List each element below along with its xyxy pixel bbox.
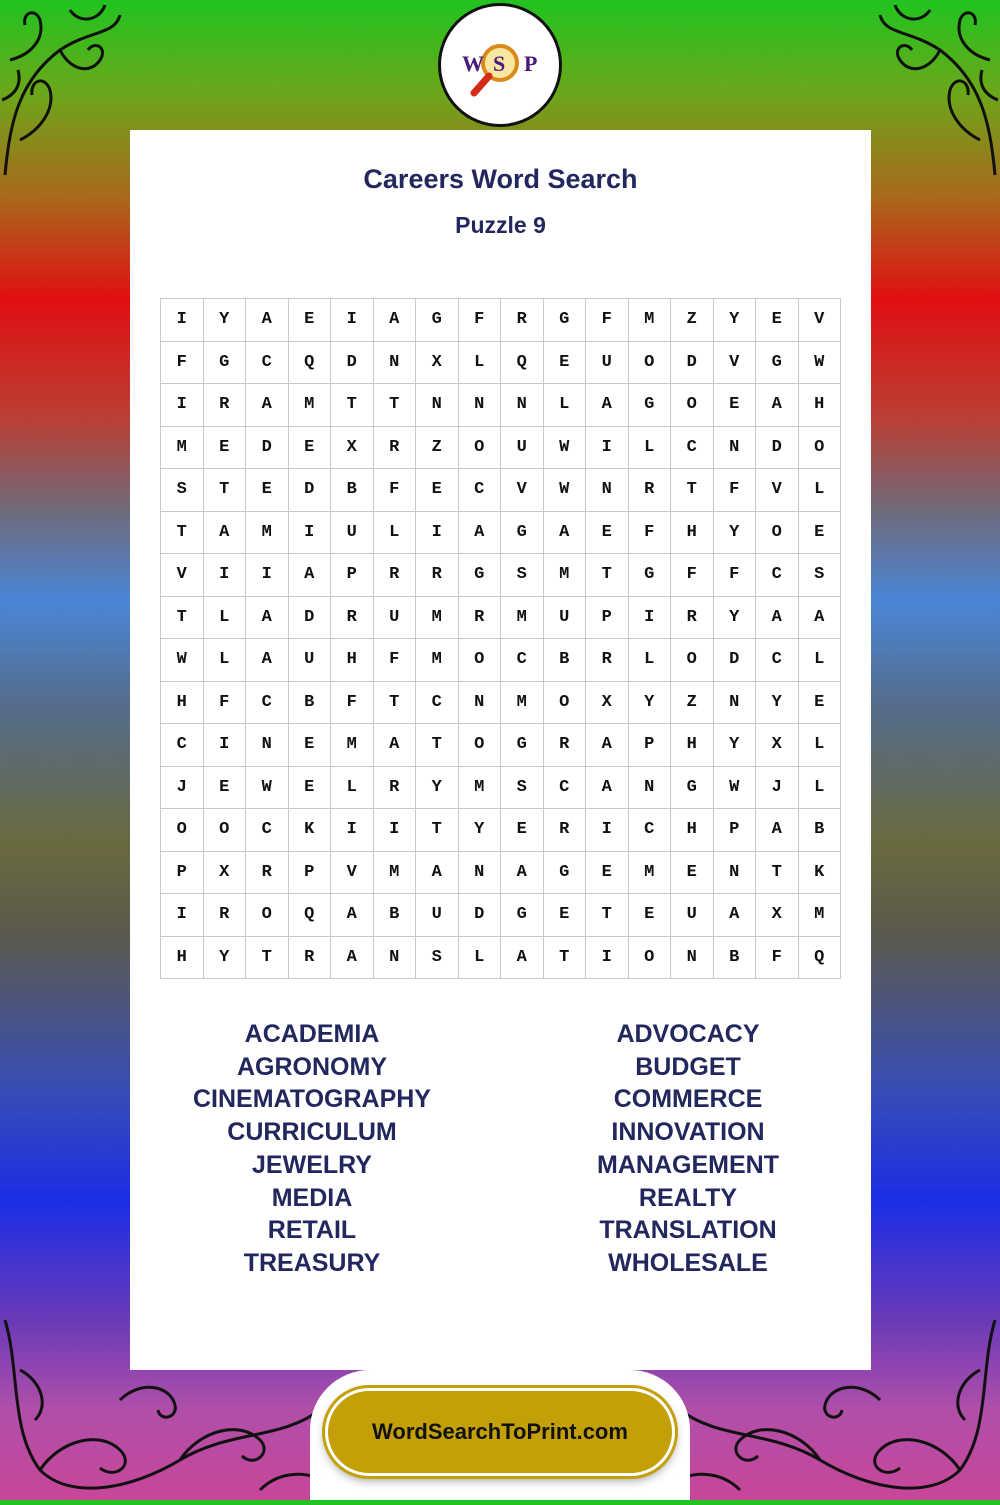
grid-cell: S (501, 767, 544, 810)
grid-cell: O (459, 427, 502, 470)
grid-cell: E (289, 427, 332, 470)
grid-cell: Y (756, 682, 799, 725)
corner-ornament-top-right (870, 0, 1000, 180)
grid-cell: E (714, 384, 757, 427)
grid-cell: Y (714, 299, 757, 342)
grid-cell: M (289, 384, 332, 427)
grid-cell: C (501, 639, 544, 682)
grid-cell: P (714, 809, 757, 852)
grid-cell: T (374, 682, 417, 725)
grid-cell: R (416, 554, 459, 597)
grid-cell: H (671, 512, 714, 555)
grid-cell: A (204, 512, 247, 555)
grid-cell: L (799, 469, 842, 512)
grid-cell: A (756, 597, 799, 640)
grid-cell: G (501, 894, 544, 937)
grid-cell: Y (714, 597, 757, 640)
word-item: COMMERCE (613, 1085, 763, 1114)
grid-cell: B (374, 894, 417, 937)
grid-cell: F (374, 469, 417, 512)
grid-cell: F (586, 299, 629, 342)
grid-cell: A (501, 852, 544, 895)
grid-cell: O (629, 937, 672, 980)
word-item: TRANSLATION (599, 1216, 777, 1245)
grid-cell: Q (289, 894, 332, 937)
grid-cell: E (671, 852, 714, 895)
grid-cell: T (331, 384, 374, 427)
grid-cell: E (501, 809, 544, 852)
logo-letter-p: P (524, 51, 538, 76)
grid-cell: P (586, 597, 629, 640)
grid-cell: U (331, 512, 374, 555)
grid-cell: G (204, 342, 247, 385)
grid-cell: O (671, 384, 714, 427)
grid-cell: T (416, 724, 459, 767)
grid-cell: Y (629, 682, 672, 725)
grid-cell: F (459, 299, 502, 342)
grid-cell: P (331, 554, 374, 597)
grid-cell: O (756, 512, 799, 555)
grid-cell: I (629, 597, 672, 640)
grid-cell: E (629, 894, 672, 937)
grid-cell: W (246, 767, 289, 810)
grid-cell: X (331, 427, 374, 470)
grid-cell: E (416, 469, 459, 512)
word-item: ACADEMIA (244, 1020, 380, 1048)
grid-cell: J (756, 767, 799, 810)
grid-cell: L (459, 937, 502, 980)
grid-cell: E (586, 852, 629, 895)
grid-cell: M (416, 639, 459, 682)
word-item: MEDIA (271, 1183, 353, 1212)
grid-cell: O (204, 809, 247, 852)
grid-cell: Z (671, 299, 714, 342)
grid-cell: G (501, 512, 544, 555)
grid-cell: E (799, 512, 842, 555)
grid-cell: T (246, 937, 289, 980)
grid-cell: A (416, 852, 459, 895)
grid-cell: L (629, 639, 672, 682)
grid-cell: Q (289, 342, 332, 385)
grid-cell: N (629, 767, 672, 810)
grid-cell: H (161, 937, 204, 980)
grid-cell: F (204, 682, 247, 725)
grid-cell: U (416, 894, 459, 937)
word-item: WHOLESALE (608, 1248, 768, 1277)
grid-cell: O (459, 639, 502, 682)
grid-cell: Q (799, 937, 842, 980)
grid-cell: Y (204, 299, 247, 342)
grid-cell: U (501, 427, 544, 470)
grid-cell: O (544, 682, 587, 725)
grid-cell: T (161, 512, 204, 555)
grid-cell: E (204, 427, 247, 470)
grid-cell: U (671, 894, 714, 937)
grid-cell: A (246, 597, 289, 640)
magnifier-icon (448, 13, 552, 117)
grid-cell: L (374, 512, 417, 555)
grid-cell: E (289, 767, 332, 810)
grid-cell: R (586, 639, 629, 682)
grid-cell: E (289, 299, 332, 342)
grid-cell: N (671, 937, 714, 980)
grid-cell: A (246, 299, 289, 342)
grid-cell: Y (459, 809, 502, 852)
page-title: Careers Word Search (363, 164, 638, 194)
word-item: ADVOCACY (616, 1020, 760, 1048)
grid-cell: U (374, 597, 417, 640)
grid-cell: L (204, 597, 247, 640)
grid-cell: M (416, 597, 459, 640)
grid-cell: S (799, 554, 842, 597)
grid-cell: F (161, 342, 204, 385)
grid-cell: K (289, 809, 332, 852)
grid-cell: U (544, 597, 587, 640)
grid-cell: K (799, 852, 842, 895)
grid-cell: I (374, 809, 417, 852)
grid-cell: W (544, 469, 587, 512)
grid-cell: X (756, 894, 799, 937)
grid-cell: C (756, 554, 799, 597)
grid-cell: X (586, 682, 629, 725)
letter-grid (160, 298, 841, 979)
grid-cell: I (161, 299, 204, 342)
grid-cell: A (544, 512, 587, 555)
grid-cell: N (416, 384, 459, 427)
grid-cell: E (204, 767, 247, 810)
grid-cell: A (246, 639, 289, 682)
grid-cell: O (799, 427, 842, 470)
grid-cell: L (629, 427, 672, 470)
grid-cell: F (374, 639, 417, 682)
logo-letter-w: W (462, 51, 484, 76)
grid-cell: M (459, 767, 502, 810)
grid-cell: U (586, 342, 629, 385)
grid-cell: U (289, 639, 332, 682)
grid-cell: T (416, 809, 459, 852)
grid-cell: O (629, 342, 672, 385)
grid-cell: W (161, 639, 204, 682)
grid-cell: R (501, 299, 544, 342)
grid-cell: Z (416, 427, 459, 470)
word-item: BUDGET (635, 1052, 741, 1081)
grid-cell: S (416, 937, 459, 980)
grid-cell: C (629, 809, 672, 852)
grid-cell: P (289, 852, 332, 895)
grid-cell: E (799, 682, 842, 725)
grid-cell: C (246, 342, 289, 385)
grid-cell: R (671, 597, 714, 640)
grid-cell: T (204, 469, 247, 512)
grid-cell: M (799, 894, 842, 937)
grid-cell: A (501, 937, 544, 980)
grid-cell: S (501, 554, 544, 597)
grid-cell: T (374, 384, 417, 427)
grid-cell: X (204, 852, 247, 895)
word-list-right (518, 1018, 858, 1280)
grid-cell: A (586, 384, 629, 427)
word-item: JEWELRY (252, 1150, 372, 1179)
grid-cell: O (161, 809, 204, 852)
grid-cell: W (544, 427, 587, 470)
grid-cell: G (544, 852, 587, 895)
grid-cell: N (714, 682, 757, 725)
grid-cell: H (161, 682, 204, 725)
grid-cell: I (586, 809, 629, 852)
grid-cell: R (459, 597, 502, 640)
grid-cell: Q (501, 342, 544, 385)
grid-cell: T (756, 852, 799, 895)
grid-cell: C (416, 682, 459, 725)
grid-cell: A (331, 937, 374, 980)
grid-cell: A (714, 894, 757, 937)
grid-cell: F (629, 512, 672, 555)
word-item: CURRICULUM (227, 1118, 397, 1147)
grid-cell: D (289, 597, 332, 640)
grid-cell: B (714, 937, 757, 980)
grid-cell: Y (714, 512, 757, 555)
grid-cell: M (629, 299, 672, 342)
word-item: MANAGEMENT (597, 1150, 779, 1179)
grid-cell: M (246, 512, 289, 555)
grid-cell: I (204, 554, 247, 597)
grid-cell: I (161, 384, 204, 427)
grid-cell: R (374, 427, 417, 470)
grid-cell: C (671, 427, 714, 470)
grid-cell: E (544, 894, 587, 937)
grid-cell: R (289, 937, 332, 980)
word-item: RETAIL (267, 1216, 357, 1245)
grid-cell: L (799, 724, 842, 767)
grid-cell: L (204, 639, 247, 682)
grid-cell: L (544, 384, 587, 427)
grid-cell: C (756, 639, 799, 682)
grid-cell: L (799, 767, 842, 810)
grid-cell: E (756, 299, 799, 342)
grid-cell: X (416, 342, 459, 385)
grid-cell: I (416, 512, 459, 555)
grid-cell: Y (416, 767, 459, 810)
corner-ornament-top-left (0, 0, 130, 180)
grid-cell: I (331, 809, 374, 852)
grid-cell: D (246, 427, 289, 470)
grid-cell: M (501, 682, 544, 725)
grid-cell: I (331, 299, 374, 342)
grid-cell: N (459, 384, 502, 427)
grid-cell: H (671, 724, 714, 767)
grid-cell: N (374, 342, 417, 385)
grid-cell: R (544, 724, 587, 767)
puzzle-sheet (130, 130, 871, 1370)
grid-cell: O (671, 639, 714, 682)
grid-cell: H (671, 809, 714, 852)
grid-cell: F (671, 554, 714, 597)
grid-cell: A (459, 512, 502, 555)
grid-cell: A (331, 894, 374, 937)
grid-cell: A (586, 724, 629, 767)
grid-cell: V (161, 554, 204, 597)
wsp-logo (438, 3, 562, 127)
logo-letter-s: S (493, 51, 506, 76)
grid-cell: D (756, 427, 799, 470)
grid-cell: M (161, 427, 204, 470)
grid-cell: H (799, 384, 842, 427)
grid-cell: C (459, 469, 502, 512)
grid-cell: R (374, 554, 417, 597)
grid-cell: G (629, 384, 672, 427)
grid-cell: N (501, 384, 544, 427)
grid-cell: X (756, 724, 799, 767)
grid-cell: O (459, 724, 502, 767)
grid-cell: W (799, 342, 842, 385)
grid-cell: A (289, 554, 332, 597)
grid-cell: C (161, 724, 204, 767)
grid-cell: V (756, 469, 799, 512)
puzzle-subtitle: Puzzle 9 (455, 212, 546, 238)
grid-cell: A (756, 384, 799, 427)
grid-cell: L (331, 767, 374, 810)
grid-cell: R (544, 809, 587, 852)
word-item: REALTY (638, 1183, 738, 1212)
grid-cell: G (544, 299, 587, 342)
grid-cell: M (501, 597, 544, 640)
grid-cell: H (331, 639, 374, 682)
grid-cell: M (544, 554, 587, 597)
grid-cell: C (246, 809, 289, 852)
grid-cell: A (799, 597, 842, 640)
grid-cell: I (289, 512, 332, 555)
grid-cell: E (586, 512, 629, 555)
grid-cell: C (544, 767, 587, 810)
grid-cell: J (161, 767, 204, 810)
grid-cell: G (501, 724, 544, 767)
grid-cell: D (289, 469, 332, 512)
grid-cell: P (161, 852, 204, 895)
grid-cell: A (374, 724, 417, 767)
grid-cell: A (374, 299, 417, 342)
grid-cell: D (331, 342, 374, 385)
grid-cell: T (586, 554, 629, 597)
grid-cell: R (331, 597, 374, 640)
grid-cell: M (331, 724, 374, 767)
word-item: AGRONOMY (237, 1052, 387, 1081)
grid-cell: R (374, 767, 417, 810)
grid-cell: N (374, 937, 417, 980)
grid-cell: N (459, 682, 502, 725)
grid-cell: C (246, 682, 289, 725)
grid-cell: B (331, 469, 374, 512)
word-item: CINEMATOGRAPHY (193, 1085, 431, 1114)
grid-cell: D (714, 639, 757, 682)
grid-cell: V (331, 852, 374, 895)
word-list-left (142, 1018, 482, 1280)
grid-cell: G (416, 299, 459, 342)
grid-cell: E (544, 342, 587, 385)
grid-cell: A (246, 384, 289, 427)
grid-cell: R (204, 894, 247, 937)
grid-cell: B (799, 809, 842, 852)
grid-cell: D (671, 342, 714, 385)
grid-cell: R (204, 384, 247, 427)
grid-cell: W (714, 767, 757, 810)
grid-cell: F (756, 937, 799, 980)
word-item: INNOVATION (611, 1118, 765, 1147)
grid-cell: Z (671, 682, 714, 725)
grid-cell: F (714, 469, 757, 512)
word-item: TREASURY (243, 1248, 381, 1277)
grid-cell: I (204, 724, 247, 767)
grid-cell: S (161, 469, 204, 512)
grid-cell: E (289, 724, 332, 767)
website-button[interactable] (325, 1388, 675, 1476)
grid-cell: T (671, 469, 714, 512)
grid-cell: Y (714, 724, 757, 767)
grid-cell: V (714, 342, 757, 385)
grid-cell: L (459, 342, 502, 385)
grid-cell: M (629, 852, 672, 895)
grid-cell: T (161, 597, 204, 640)
grid-cell: I (161, 894, 204, 937)
grid-cell: D (459, 894, 502, 937)
grid-cell: B (289, 682, 332, 725)
grid-cell: P (629, 724, 672, 767)
grid-cell: A (756, 809, 799, 852)
grid-cell: G (756, 342, 799, 385)
grid-cell: G (671, 767, 714, 810)
grid-cell: N (714, 427, 757, 470)
grid-cell: I (586, 427, 629, 470)
grid-cell: F (331, 682, 374, 725)
grid-cell: G (629, 554, 672, 597)
grid-cell: T (586, 894, 629, 937)
grid-cell: R (246, 852, 289, 895)
grid-cell: N (459, 852, 502, 895)
grid-cell: V (799, 299, 842, 342)
grid-cell: V (501, 469, 544, 512)
grid-cell: N (714, 852, 757, 895)
website-label: WordSearchToPrint.com (372, 1419, 628, 1444)
grid-cell: N (246, 724, 289, 767)
grid-cell: T (544, 937, 587, 980)
grid-cell: I (246, 554, 289, 597)
grid-cell: Y (204, 937, 247, 980)
grid-cell: R (629, 469, 672, 512)
grid-cell: I (586, 937, 629, 980)
grid-cell: F (714, 554, 757, 597)
grid-cell: G (459, 554, 502, 597)
grid-cell: O (246, 894, 289, 937)
grid-cell: M (374, 852, 417, 895)
grid-cell: E (246, 469, 289, 512)
grid-cell: B (544, 639, 587, 682)
grid-cell: N (586, 469, 629, 512)
grid-cell: A (586, 767, 629, 810)
grid-cell: L (799, 639, 842, 682)
